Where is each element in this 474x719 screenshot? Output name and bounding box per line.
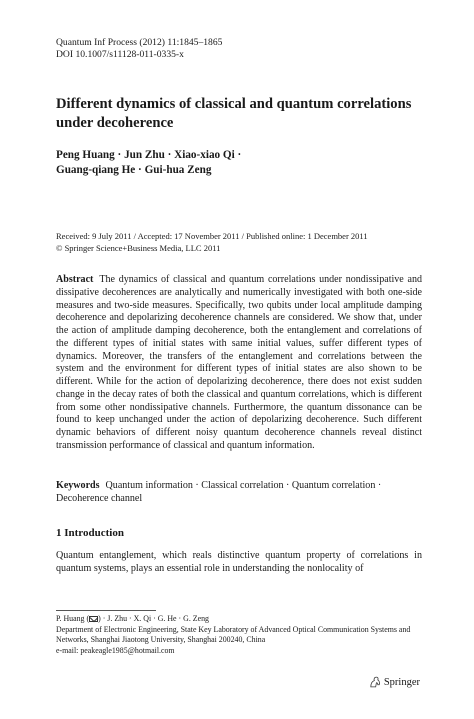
journal-doi: DOI 10.1007/s11128-011-0335-x xyxy=(56,49,184,60)
footnote-email: e-mail: peakeagle1985@hotmail.com xyxy=(56,645,175,655)
keywords-label: Keywords xyxy=(56,480,100,491)
paper-title: Different dynamics of classical and quantum correlations under decoherence xyxy=(56,96,412,131)
keywords-block xyxy=(56,479,422,505)
abstract-label: Abstract xyxy=(56,274,94,285)
author-line-1: Peng Huang · Jun Zhu · Xiao-xiao Qi · xyxy=(56,149,242,161)
author-list xyxy=(56,148,436,177)
date-history: Received: 9 July 2011 / Accepted: 17 November 2011 / Published online: 1 December 2011 xyxy=(56,231,368,241)
intro-paragraph: Quantum entanglement, which reals distinctive quantum property of correlations in quantum systems, plays an essential role in understanding the nonlocality of xyxy=(56,550,422,574)
section-heading: 1 Introduction xyxy=(56,527,124,539)
copyright-notice: © Springer Science+Business Media, LLC 2011 xyxy=(56,242,221,253)
author-line-2: Guang-qiang He · Gui-hua Zeng xyxy=(56,163,212,176)
footnote-affiliation: Department of Electronic Engineering, State Key Laboratory of Advanced Optical Communication Systems and Networks, Shanghai Jiaotong University, Shanghai 200240, China xyxy=(56,624,411,644)
abstract-text: The dynamics of classical and quantum correlations under nondissipative and dissipative decoherences are analytically and numerically investigated with both one-side measures and two-side measures. Specifically, two qubits under local amplitude damping decoherence and depolarizing decoherence channels are considered. We show that, under the action of amplitude damping decoherence, both the entanglement and correlations of the different types of initial states with same initial values, suffer different types of dynamics. Moreover, the transfers of the entanglement and correlations between the system and the environment for different types of initial states are also shown to be different. While for the action of depolarizing decoherence, there does not exist sudden change in the decay rates of both the classical and quantum correlations, which is different from some other nondissipative channels. Furthermore, the quantum dissonance can be found to keep unchanged under the action of depolarizing decoherence. Such different dynamic behaviors of different noisy quantum decoherence channels reveal distinct transmission performance of classical and quantum information. xyxy=(56,274,422,451)
keywords-text: Quantum information · Classical correlation · Quantum correlation · Decoherence channel xyxy=(56,480,382,504)
springer-horse-icon xyxy=(368,675,382,689)
footnote-block xyxy=(56,614,436,656)
publisher-mark xyxy=(368,675,420,689)
publisher-name: Springer xyxy=(383,676,420,688)
envelope-icon xyxy=(89,616,98,622)
footnote-divider xyxy=(56,610,156,611)
journal-citation: Quantum Inf Process (2012) 11:1845–1865 xyxy=(56,37,223,48)
publication-dates xyxy=(56,231,436,254)
footnote-authors: P. Huang ( ) · J. Zhu · X. Qi · G. He · G. Zeng xyxy=(56,614,209,623)
abstract-block xyxy=(56,274,422,453)
journal-header xyxy=(56,37,222,61)
